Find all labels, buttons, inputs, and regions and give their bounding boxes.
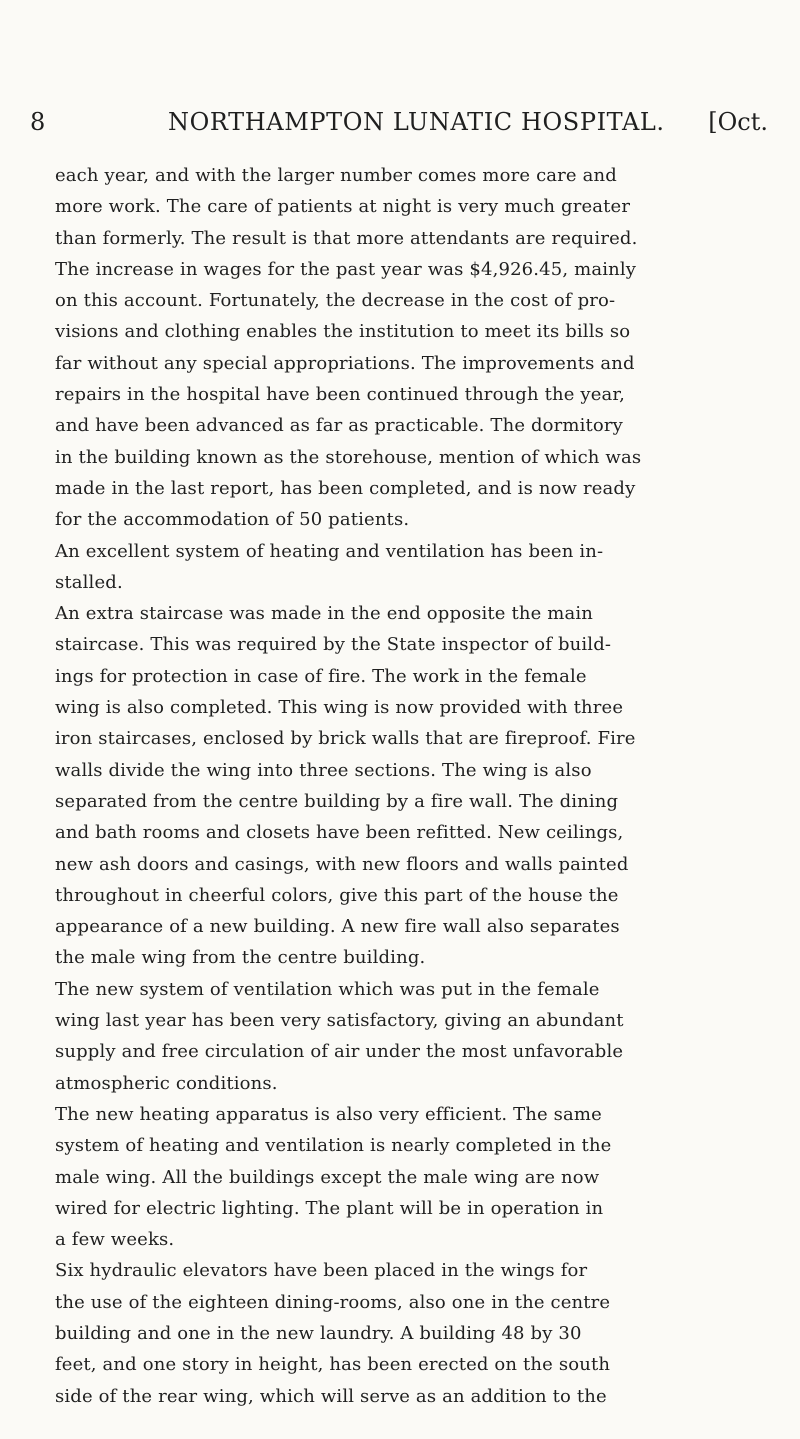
text-line-31: The new heating apparatus is also very efficient. The same	[55, 1103, 602, 1125]
text-line-18: wing is also completed. This wing is now provided with three	[55, 697, 624, 719]
text-line-36: Six hydraulic elevators have been placed in the wings for	[55, 1260, 588, 1282]
text-line-11: made in the last report, has been completed, and is now ready	[55, 477, 636, 499]
body-text	[55, 160, 771, 1412]
text-line-3: than formerly. The result is that more attendants are required.	[55, 227, 638, 249]
text-line-28: wing last year has been very satisfactory, giving an abundant	[55, 1010, 624, 1032]
text-line-32: system of heating and ventilation is nearly completed in the	[55, 1135, 612, 1157]
text-line-37: the use of the eighteen dining-rooms, also one in the centre	[55, 1291, 611, 1313]
text-line-16: staircase. This was required by the State inspector of build-	[55, 634, 612, 656]
text-line-23: new ash doors and casings, with new floors and walls painted	[55, 853, 629, 875]
text-line-15: An extra staircase was made in the end opposite the main	[55, 603, 594, 625]
text-line-8: repairs in the hospital have been continued through the year,	[55, 384, 626, 406]
text-line-29: supply and free circulation of air under the most unfavorable	[55, 1041, 624, 1063]
text-line-12: for the accommodation of 50 patients.	[55, 509, 410, 531]
text-line-39: feet, and one story in height, has been erected on the south	[55, 1354, 611, 1376]
text-line-1: each year, and with the larger number comes more care and	[55, 165, 617, 186]
running-title: NORTHAMPTON LUNATIC HOSPITAL.	[168, 108, 665, 136]
text-line-34: wired for electric lighting. The plant will be in operation in	[55, 1197, 604, 1219]
text-line-30: atmospheric conditions.	[55, 1072, 278, 1094]
text-line-7: far without any special appropriations. The improvements and	[55, 352, 635, 374]
text-line-2: more work. The care of patients at night is very much greater	[55, 196, 631, 218]
text-line-4: The increase in wages for the past year was $4,926.45, mainly	[55, 258, 637, 280]
text-line-40: side of the rear wing, which will serve as an addition to the	[55, 1385, 607, 1407]
section-date-mark: [Oct.	[708, 108, 768, 136]
text-line-35: a few weeks.	[55, 1229, 175, 1251]
page-number: 8	[30, 108, 46, 136]
text-line-27: The new system of ventilation which was put in the female	[55, 978, 600, 1000]
text-line-17: ings for protection in case of fire. The work in the female	[55, 665, 587, 687]
text-line-22: and bath rooms and closets have been refitted. New ceilings,	[55, 822, 624, 844]
text-line-14: stalled.	[55, 571, 123, 593]
text-line-38: building and one in the new laundry. A building 48 by 30	[55, 1322, 582, 1344]
text-line-5: on this account. Fortunately, the decrease in the cost of pro-	[55, 290, 616, 312]
text-line-20: walls divide the wing into three sections. The wing is also	[55, 759, 592, 781]
text-line-21: separated from the centre building by a fire wall. The dining	[55, 790, 619, 812]
text-line-25: appearance of a new building. A new fire wall also separates	[55, 916, 620, 938]
text-line-24: throughout in cheerful colors, give this part of the house the	[55, 884, 619, 906]
text-line-6: visions and clothing enables the institution to meet its bills so	[55, 321, 631, 343]
text-line-13: An excellent system of heating and ventilation has been in-	[55, 540, 604, 562]
text-line-10: in the building known as the storehouse, mention of which was	[55, 446, 642, 468]
text-line-19: iron staircases, enclosed by brick walls that are fireproof. Fire	[55, 728, 636, 750]
page-header	[30, 102, 768, 142]
text-line-26: the male wing from the centre building.	[55, 947, 426, 969]
text-line-9: and have been advanced as far as practicable. The dormitory	[55, 415, 623, 437]
text-line-33: male wing. All the buildings except the male wing are now	[55, 1166, 600, 1188]
